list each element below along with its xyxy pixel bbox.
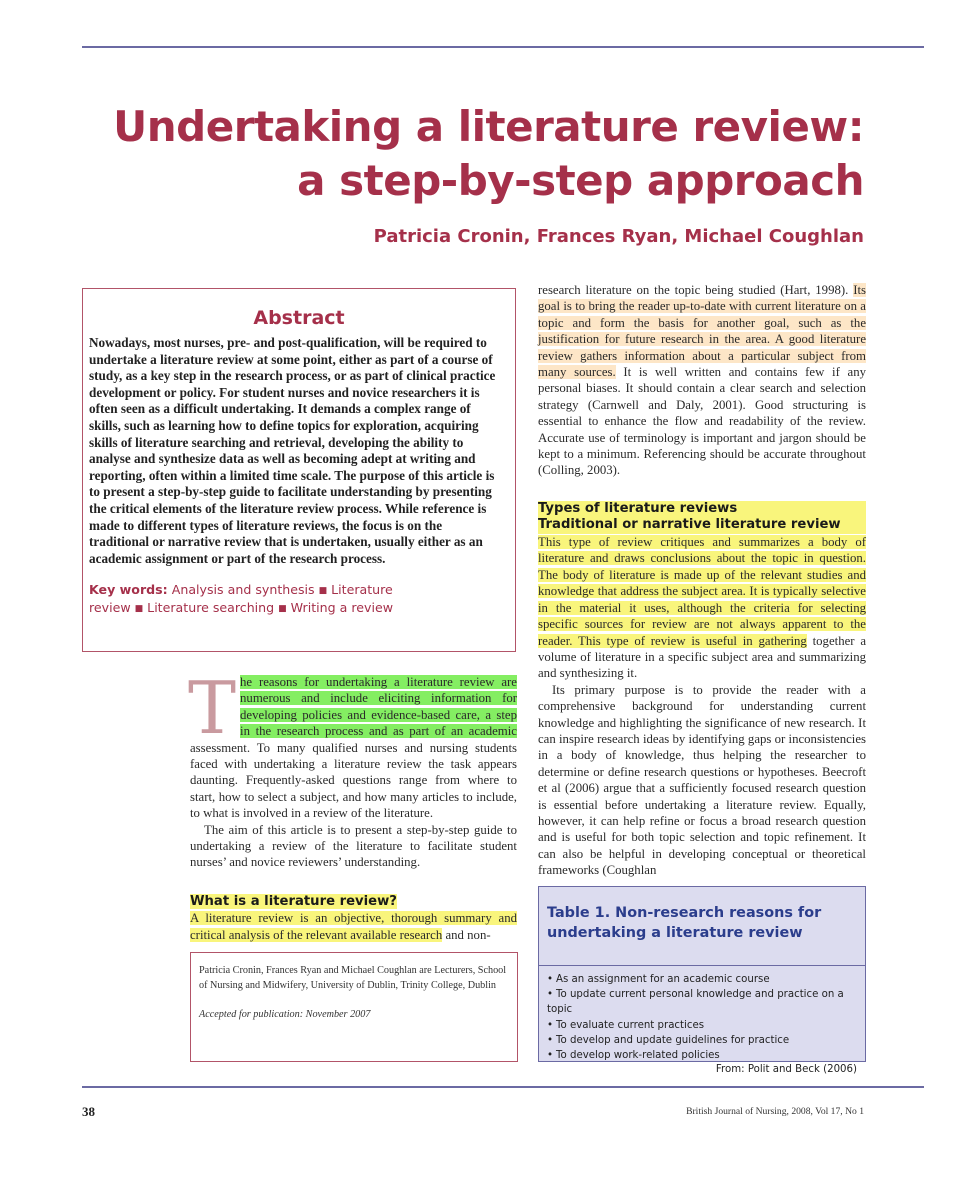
section-heading-what-is: What is a literature review?	[190, 893, 397, 909]
top-rule	[82, 46, 924, 48]
keyword: Literature searching	[147, 599, 275, 615]
right-column-body	[538, 282, 866, 879]
drop-cap: T	[188, 666, 237, 750]
left-column-body	[188, 666, 517, 943]
accepted-date: Accepted for publication: November 2007	[199, 1009, 371, 1020]
keywords-label: Key words:	[89, 582, 168, 598]
keywords	[89, 582, 505, 617]
body-text: research literature on the topic being studied (Hart, 1998).	[538, 283, 854, 297]
abstract-box	[82, 288, 516, 652]
highlighted-text: A literature review is an objective, thorough summary and critical analysis of the relevant available research	[190, 911, 517, 942]
page-number: 38	[82, 1104, 95, 1119]
body-text: together a volume of literature in a specific subject area and summarizing and synthesizing it.	[538, 633, 866, 681]
highlighted-text: Its goal is to bring the reader up-to-date with current literature on a topic and form the basis for another goal, such as the justification for future research in the area. A good literature review gathers information about a particular subject from many sources.	[538, 283, 866, 380]
list-item: • To update current personal knowledge and practice on a topic	[547, 987, 857, 1017]
body-text: It is well written and contains few if any personal biases. It should contain a clear search and selection strategy (Carnwell and Daly, 2001). Good structuring is essential to enhance the flow and readability of the review. Accurate use of terminology is important and jargon should be kept to a minimum. Referencing should be accurate throughout (Colling, 2003).	[538, 365, 866, 478]
table-title: Table 1. Non-research reasons for undertaking a literature review	[547, 905, 822, 941]
highlighted-text: This type of review critiques and summarizes a body of literature and draws conclusions about the topic in question. The body of literature is made up of the relevant studies and knowledge that address the subject area. It is typically selective in the material it uses, although the criteria for selecting specific sources for review are not always apparent to the reader. This type of review is useful in gathering	[538, 535, 866, 648]
table-divider	[539, 965, 865, 966]
list-item: • As an assignment for an academic course	[547, 972, 857, 987]
list-item: • To develop and update guidelines for practice	[547, 1033, 857, 1048]
keyword: Literature review	[89, 582, 393, 615]
title-line-1: Undertaking a literature review:	[113, 102, 864, 151]
affiliation-box	[190, 952, 518, 1062]
article-title	[104, 100, 864, 208]
table-1	[538, 886, 866, 1076]
intro-text: assessment. To many qualified nurses and nursing students faced with undertaking a literature review the task appears daunting. Frequently-asked questions range from where to start, how to select a subject, and how many articles to include, to what is involved in a review of the literature.	[190, 740, 517, 821]
intro-paragraph	[188, 666, 517, 822]
journal-citation: British Journal of Nursing, 2008, Vol 17, No 1	[686, 1106, 864, 1117]
list-item: • To develop work-related policies	[547, 1048, 857, 1063]
table-source: From: Polit and Beck (2006)	[715, 1064, 857, 1076]
square-bullet-icon: ■	[134, 603, 144, 614]
subheading-traditional: Traditional or narrative literature review	[538, 517, 866, 534]
definition-continued-paragraph	[538, 282, 866, 479]
affiliation-text: Patricia Cronin, Frances Ryan and Michael Coughlan are Lecturers, School of Nursing and Midwifery, University of Dublin, Trinity College, Dublin	[199, 965, 507, 991]
aim-paragraph: The aim of this article is to present a step-by-step guide to undertaking a review of the literature to facilitate student nurses’ and novice reviewers’ understanding.	[190, 822, 517, 870]
highlighted-text: he reasons for undertaking a literature review are numerous and include eliciting information for developing policies and evidence-based care, a step in the research process and as part of an academic	[240, 675, 517, 739]
article-authors: Patricia Cronin, Frances Ryan, Michael Coughlan	[373, 226, 864, 247]
abstract-text: Nowadays, most nurses, pre- and post-qualification, will be required to undertake a literature review at some point, either as part of a course of study, as a key step in the research process, or as part of clinical practice development or policy. For student nurses and novice researchers it is often seen as a difficult undertaking. It demands a complex range of skills, such as learning how to define topics for exploration, acquiring skills of literature searching and retrieval, developing the ability to analyse and synthesize data as well as becoming adept at writing and reporting, often within a limited time scale. The purpose of this article is to present a step-by-step guide to facilitate understanding by presenting the critical elements of the literature review process. While reference is made to different types of literature reviews, the focus is on the traditional or narrative review that is undertaken, usually either as an academic assignment or part of the research process.	[89, 335, 496, 566]
table-list	[539, 972, 865, 1063]
list-item: • To evaluate current practices	[547, 1018, 857, 1033]
abstract-heading: Abstract	[253, 307, 345, 329]
keyword: Writing a review	[290, 599, 394, 615]
title-line-2: a step-by-step approach	[297, 156, 864, 205]
bottom-rule	[82, 1086, 924, 1088]
section-heading-types: Types of literature reviews	[538, 501, 866, 518]
definition-text: and non-	[442, 927, 491, 942]
keyword: Analysis and synthesis	[171, 582, 315, 598]
purpose-paragraph: Its primary purpose is to provide the reader with a comprehensive background for understanding current knowledge and highlighting the significance of new research. It can inspire research ideas by identifying gaps or inconsistencies in a body of knowledge, thus helping the researcher to determine or define research questions or hypotheses. Beecroft et al (2006) argue that a sufficiently focused research question is essential before undertaking a literature review. Equally, however, it can help refine or focus a broad research question and is useful for both topic selection and topic refinement. It can also be helpful in developing conceptual or theoretical frameworks (Coughlan	[538, 682, 866, 878]
square-bullet-icon: ■	[278, 603, 287, 614]
square-bullet-icon: ■	[318, 586, 328, 597]
definition-paragraph	[190, 910, 517, 943]
traditional-paragraph	[538, 534, 866, 682]
